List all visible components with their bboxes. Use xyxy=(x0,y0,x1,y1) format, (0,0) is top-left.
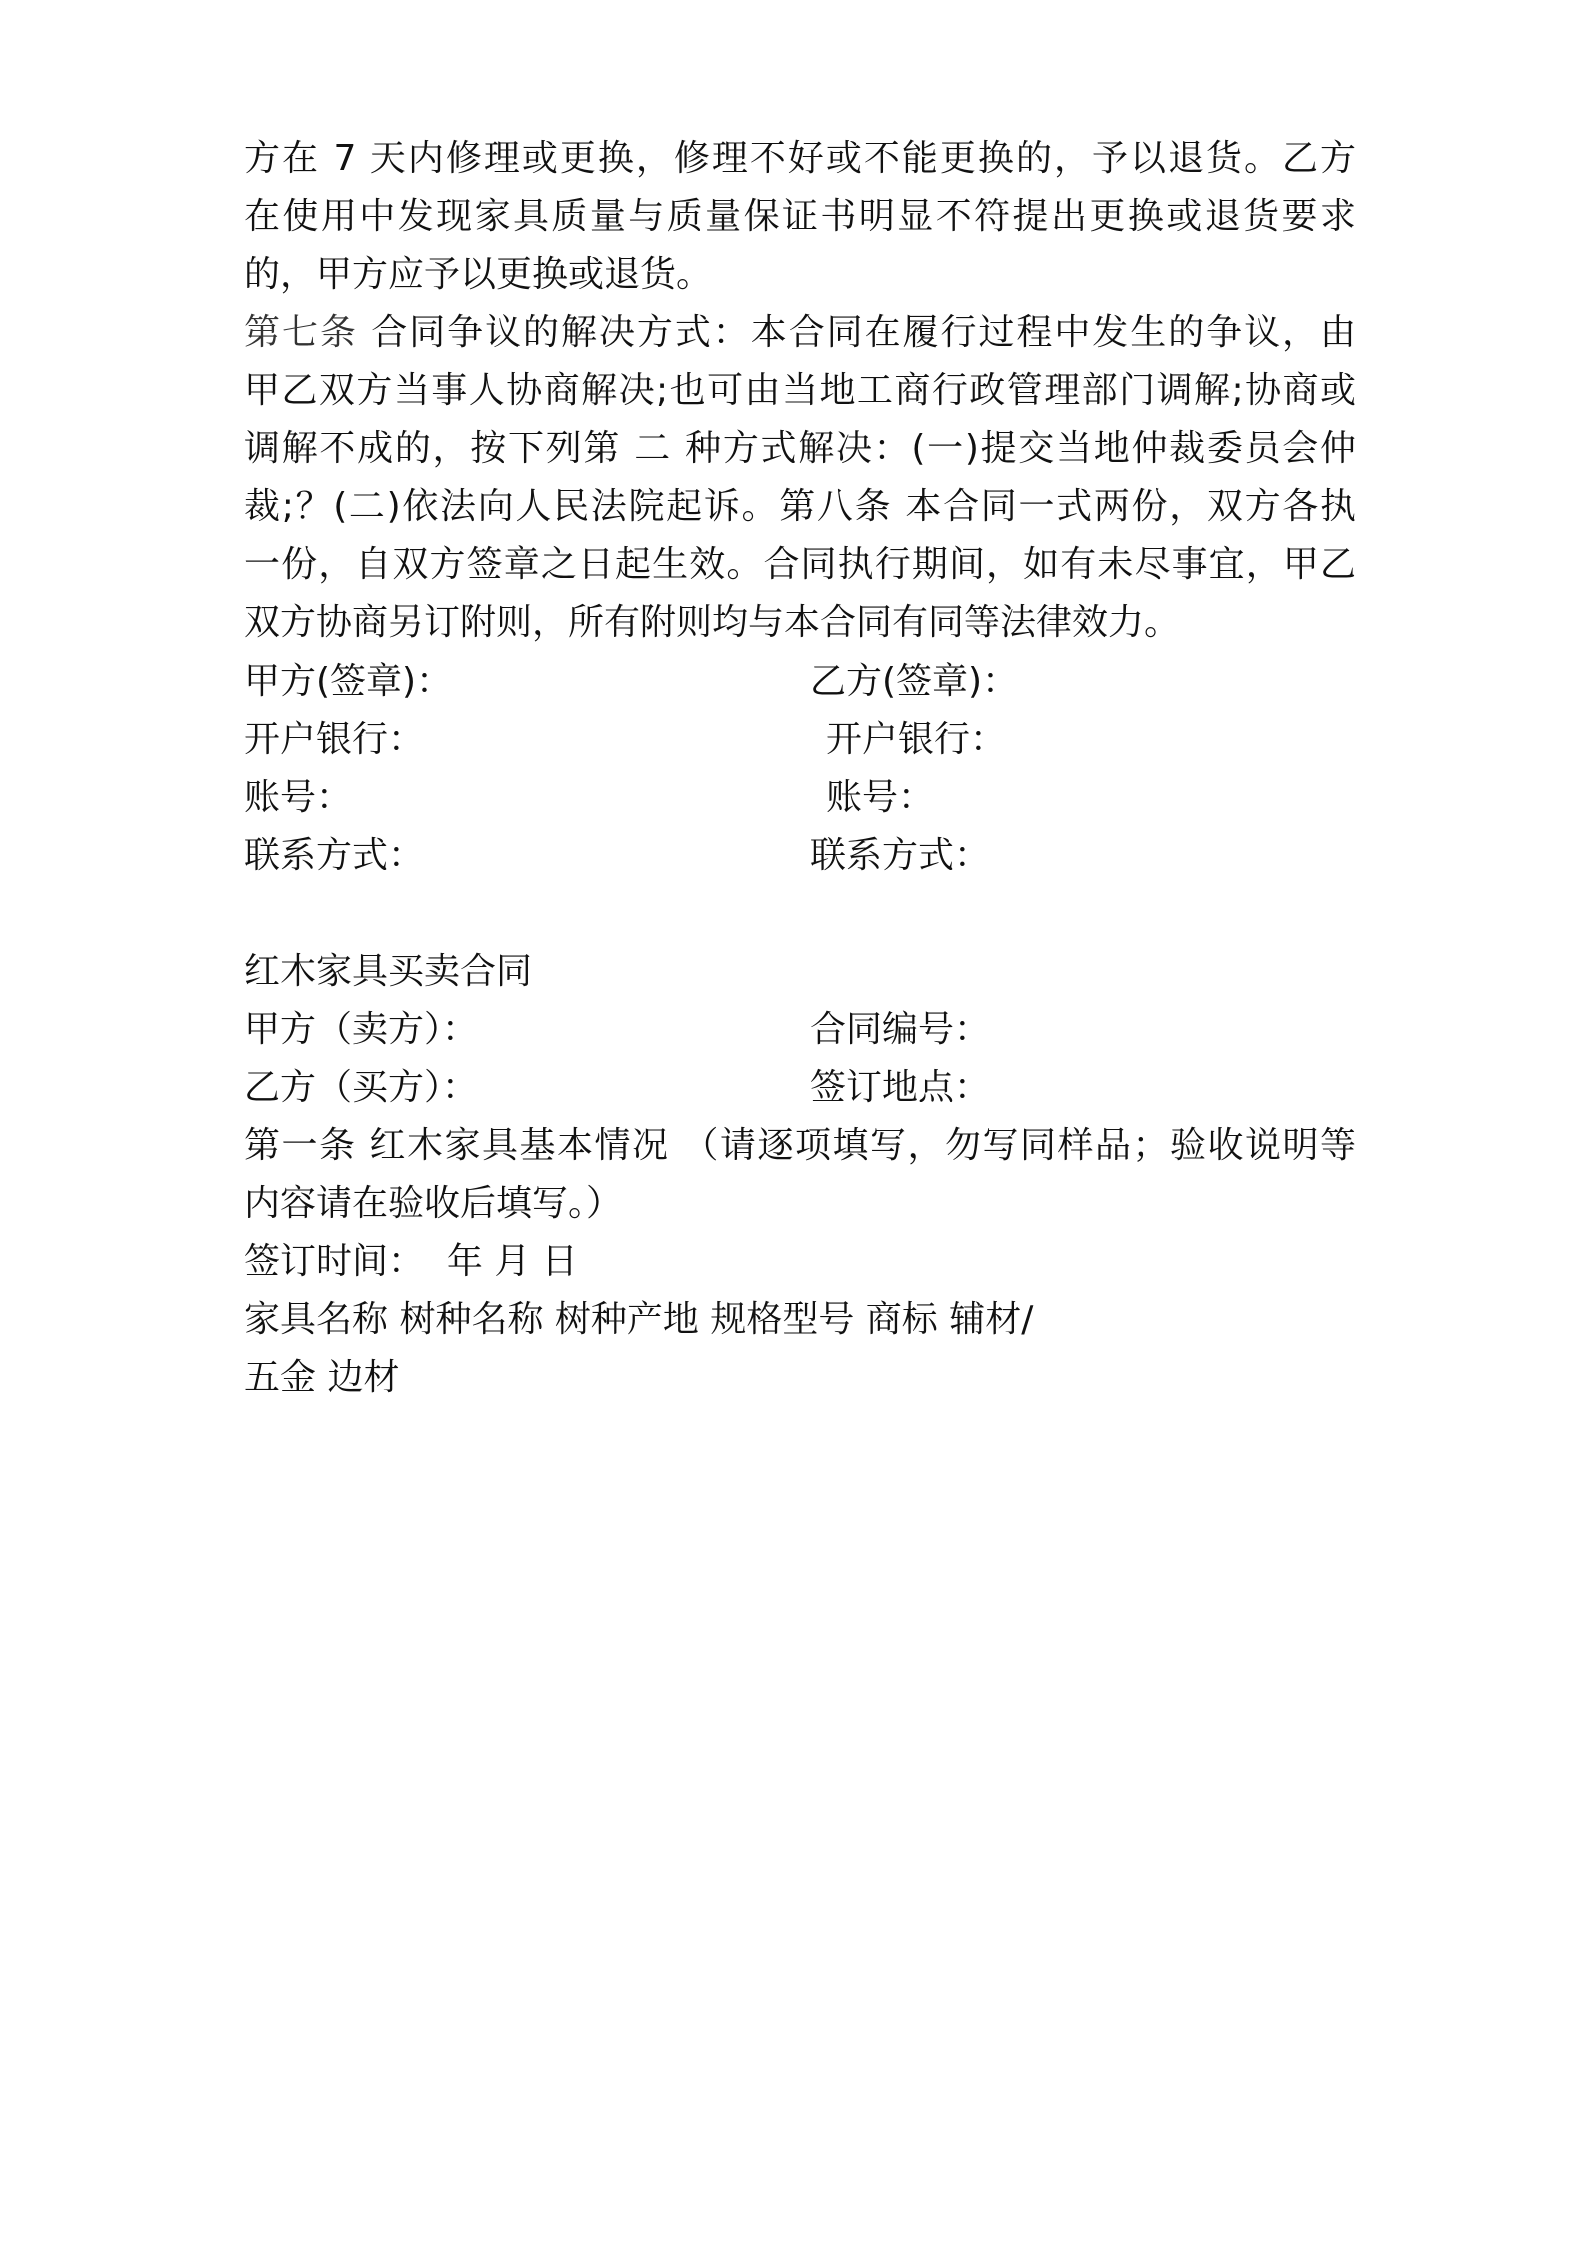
table-header-line-2: 五金 边材 xyxy=(244,1357,400,1398)
party-b-bank-label: 开户银行： xyxy=(826,719,1007,760)
party-b-signature-label: 乙方(签章)： xyxy=(810,661,1019,702)
body-line-2: 在使用中发现家具质量与质量保证书明显不符提出更换或退货要求 xyxy=(244,196,1356,237)
article-1-line-2: 内容请在验收后填写。） xyxy=(244,1183,623,1224)
party-a-bank-label: 开户银行： xyxy=(244,719,425,760)
body-line-1: 方在 7 天内修理或更换，修理不好或不能更换的，予以退货。乙方 xyxy=(244,138,1356,179)
body-line-8: 一份，自双方签章之日起生效。合同执行期间，如有未尽事宜，甲乙 xyxy=(244,544,1356,585)
contract-number-label: 合同编号： xyxy=(810,1009,991,1050)
seller-label: 甲方（卖方）： xyxy=(244,1009,479,1050)
contract-title: 红木家具买卖合同 xyxy=(244,951,533,992)
article-1-line-1: 第一条 红木家具基本情况 （请逐项填写，勿写同样品；验收说明等 xyxy=(244,1125,1356,1166)
party-b-contact-label: 联系方式： xyxy=(810,835,991,876)
article-7-text: 合同争议的解决方式：本合同在履行过程中发生的争议，由 xyxy=(371,312,1356,353)
body-line-5: 甲乙双方当事人协商解决;也可由当地工商行政管理部门调解;协商或 xyxy=(244,370,1356,411)
sign-place-label: 签订地点： xyxy=(810,1067,991,1108)
article-7-line xyxy=(244,309,1356,357)
article-7-label: 第七条 xyxy=(244,312,358,353)
body-line-9: 双方协商另订附则，所有附则均与本合同有同等法律效力。 xyxy=(244,602,1181,643)
party-a-contact-label: 联系方式： xyxy=(244,835,425,876)
sign-time-label: 签订时间： 年 月 日 xyxy=(244,1241,578,1282)
body-line-3: 的，甲方应予以更换或退货。 xyxy=(244,254,713,295)
buyer-label: 乙方（买方）： xyxy=(244,1067,479,1108)
party-a-signature-label: 甲方(签章)： xyxy=(244,661,453,702)
party-a-account-label: 账号： xyxy=(244,777,353,818)
party-b-account-label: 账号： xyxy=(826,777,935,818)
table-header-line-1: 家具名称 树种名称 树种产地 规格型号 商标 辅材/ xyxy=(244,1299,1034,1340)
body-line-7: 裁;？(二)依法向人民法院起诉。第八条 本合同一式两份，双方各执 xyxy=(244,486,1356,527)
body-line-6: 调解不成的，按下列第 二 种方式解决：(一)提交当地仲裁委员会仲 xyxy=(244,428,1356,469)
